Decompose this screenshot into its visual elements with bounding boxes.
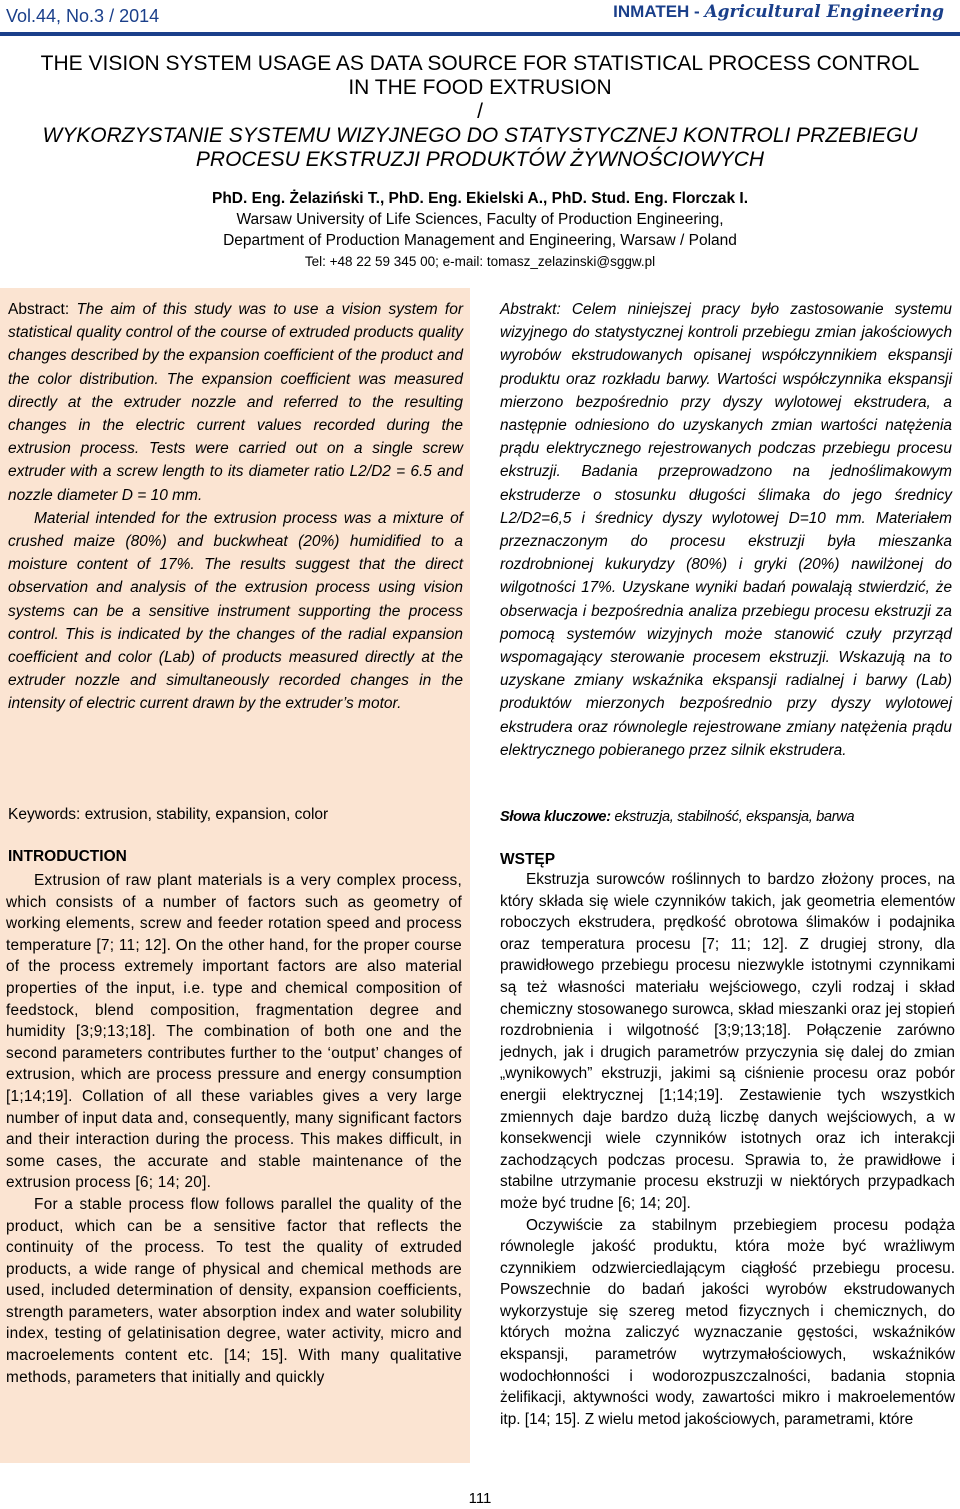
journal-logo (613, 2, 944, 22)
title-polish-line1: WYKORZYSTANIE SYSTEMU WIZYJNEGO DO STATYSTYCZNEJ KONTROLI PRZEBIEGU (42, 124, 918, 147)
affiliation-line1: Warsaw University of Life Sciences, Faculty of Production Engineering, (236, 211, 724, 228)
title-polish (0, 124, 960, 172)
contact-info: Tel: +48 22 59 345 00; e-mail: tomasz_zelazinski@sggw.pl (304, 254, 656, 269)
abstract-polish-label: Abstrakt: (500, 301, 561, 318)
journal-name: Agricultural Engineering (704, 2, 944, 22)
header-rule (0, 32, 960, 36)
introduction-english-p1: Extrusion of raw plant materials is a very complex process, which consists of a number of factors such as geometry of working elements, screw and feeder rotation speed and process temperature [7; 11; 12]. On the other hand, for the proper course of the process extremely important factors are also material properties of the input, i.e. type and chemical composition of feedstock, blend composition, fragmentation degree and humidity [3;9;13;18]. The combination of both one and the second parameters contributes further to the ‘output’ changes of extrusion, which are process pressure and energy consumption [1;14;19]. Collation of all these variables gives a very large number of input data and, consequently, many significant factors and their interaction during the process. This makes difficult, in some cases, the accurate and stable maintenance of the extrusion process [6; 14; 20]. (6, 872, 462, 1192)
keywords-polish (500, 809, 952, 825)
journal-prefix: INMATEH - (613, 2, 700, 21)
abstract-polish-text: Celem niniejszej pracy było zastosowanie systemu wizyjnego do statystycznej kontroli przebiegu zmian jakościowych wyrobów ekstrudowanych opisanej współczynnikiem ekspansji produktu oraz rozkładu barwy. Wartości współczynnika ekspansji mierzono bezpośrednio przy dyszy wylotowej ekstrudera, a następnie odniesiono do uzyskanych zmian wartości natężenia prądu elektrycznego rejestrowanych podczas przebiegu procesu ekstruzji. Badania przeprowadzono na jednoślimakowym ekstruderze o stosunku długości ślimaka do jego średnicy L2/D2=6,5 i średnicy dyszy wylotowej D=10 mm. Materiałem przeznaczonym do procesu ekstruzji była mieszanka rozdrobnionej kukurydzy (80%) i gryki (20%) nawilżonej do wilgotności 17%. Uzyskane wyniki badań powalają stwierdzić, że obserwacja i bezpośrednia analiza przebiegu procesu ekstruzji za pomocą systemów wizyjnych może stanowić czuły przyrząd wspomagający sterowanie procesem ekstruzji. Wskazują na to uzyskane zmiany wskaźnika ekspansji radialnej i barwy (Lab) produktów mierzonych bezpośrednio przy dyszy wylotowej ekstrudera oraz równolegle rejestrowane zmiany natężenia prądu elektrycznego pobieranego przez silnik ekstrudera. (500, 301, 952, 759)
keywords-english-label: Keywords: (8, 806, 81, 823)
abstract-polish-p (500, 298, 952, 762)
introduction-polish (500, 869, 955, 1430)
introduction-english (6, 870, 462, 1388)
abstract-english-label: Abstract: (8, 301, 70, 318)
introduction-polish-p2: Oczywiście za stabilnym przebiegiem procesu podąża równolegle jakość produktu, która może być wrażliwym czynnikiem odzwierciedlającym ciągłość przebiegu procesu. Powszechnie do badań jakości wyrobów ekstrudowanych wykorzystuje się szereg metod fizycznych i chemicznych, do których można zaliczyć wyznaczanie gęstości, wskaźników ekspansji, parametrów wytrzymałościowych, wskaźników wodochłonności i wodorozpuszczalności, badania stopnia żelifikacji, aktywności wody, zawartości mikro i makroelementów itp. [14; 15]. Z wielu metod jakościowych, parametrami, które (500, 1216, 955, 1428)
title-english (0, 52, 960, 100)
abstract-english-text1: The aim of this study was to use a vision system for statistical quality control of the course of extruded products quality changes described by the expansion coefficient of the product and the color distribution. The expansion coefficient was measured directly at the extruder nozzle and referred to the resulting changes in the electric current values recorded during the extrusion process. Tests were carried out on a single screw extruder with a screw length to its diameter ratio L2/D2 = 6.5 and nozzle diameter D = 10 mm. (8, 301, 463, 504)
abstract-english-p2: Material intended for the extrusion process was a mixture of crushed maize (80%) and buckwheat (20%) humidified to a moisture content of 17%. The results suggest that the direct observation and analysis of the extrusion process using vision systems can be a sensitive instrument supporting the process control. This is indicated by the changes of the radial expansion coefficient and color (Lab) of products measured directly at the extruder nozzle and simultaneously recorded changes in the intensity of electric current drawn by the extruder’s motor. (8, 509, 463, 713)
page-header (0, 0, 960, 34)
introduction-english-p2: For a stable process flow follows parallel the quality of the product, which can be a sensitive factor that reflects the continuity of the process. To test the quality of extruded products, a wide range of physical and chemical methods are used, included determination of density, expansion coefficients, strength parameters, water absorption index and water solubility index, testing of gelatinisation degree, water activity, micro and macroelements content etc. [14; 15]. With many qualitative methods, parameters that initially and quickly (6, 1195, 462, 1386)
page-number: 111 (468, 1490, 492, 1507)
affiliation-line2: Department of Production Management and Engineering, Warsaw / Poland (223, 232, 737, 249)
title-english-line2: IN THE FOOD EXTRUSION (348, 76, 612, 99)
title-english-line1: THE VISION SYSTEM USAGE AS DATA SOURCE FOR STATISTICAL PROCESS CONTROL (40, 52, 920, 75)
abstract-english (8, 298, 463, 716)
keywords-polish-text: ekstruzja, stabilność, ekspansja, barwa (614, 809, 855, 825)
keywords-polish-label: Słowa kluczowe: (500, 809, 611, 825)
title-polish-line2: PROCESU EKSTRUZJI PRODUKTÓW ŻYWNOŚCIOWYCH (195, 148, 765, 171)
abstract-english-p1 (8, 298, 463, 507)
keywords-english (8, 806, 463, 824)
wstep-heading: WSTĘP (500, 851, 556, 868)
introduction-heading: INTRODUCTION (8, 848, 127, 865)
abstract-polish (500, 298, 952, 762)
keywords-english-text: extrusion, stability, expansion, color (84, 806, 329, 823)
title-separator: / (477, 100, 483, 123)
volume-label: Vol.44, No.3 / 2014 (6, 6, 160, 26)
authors: PhD. Eng. Żelaziński T., PhD. Eng. Ekielski A., PhD. Stud. Eng. Florczak I. (212, 190, 748, 207)
introduction-polish-p1: Ekstruzja surowców roślinnych to bardzo złożony proces, na który składa się wiele czynników takich, jak geometria elementów roboczych ekstrudera, prędkość obrotowa ślimaków i podajnika oraz temperatura procesu [7; 11; 12]. Z drugiej strony, dla prawidłowego przebiegu procesu niezwykle istotnymi czynnikami są też własności materiału wejściowego, czyli rodzaj i skład chemiczny stosowanego surowca, skład mieszanki oraz jej stopień rozdrobnienia i wilgotność [3;9;13;18]. Połączenie zarówno jednych, jak i drugich parametrów przyczynia się dalej do zmian „wynikowych” ekstruzji, jakimi są ciśnienie procesu oraz pobór energii elektrycznej [1;14;19]. Zestawienie tych wszystkich zmiennych daje bardzo dużą liczbę danych wejściowych, a w konsekwencji wiele czynników istotnych oraz ich interakcji zachodzących podczas procesu. Sprawia to, że prawidłowe i stabilne utrzymanie procesu ekstruzji w niektórych przypadkach może być trudne [6; 14; 20]. (500, 871, 955, 1212)
